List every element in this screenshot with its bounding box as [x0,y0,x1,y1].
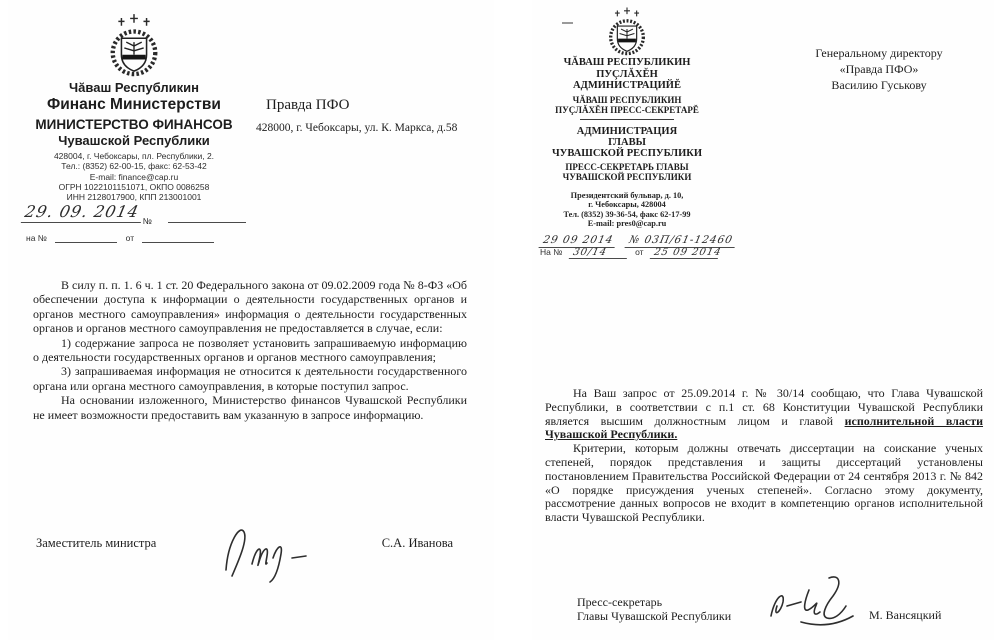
org-name-chuvash-primary [535,57,719,92]
signer-name: М. Вансяцкий [869,608,942,622]
registration-line [23,202,253,228]
signer-position [577,596,731,623]
signature-block [33,522,469,597]
ot-label: от [125,233,135,243]
na-no-label: на № [26,233,47,243]
handwritten-date: 29 09 2014 [539,234,618,248]
signer-position-line1: Пресс-секретарь [577,595,663,609]
org-phone-fax: Тел.: (8352) 62-00-15, факс: 62-53-42 [61,161,207,172]
handwritten-signature [767,574,863,633]
addressee-address: 428000, г. Чебоксары, ул. К. Маркса, д.58 [256,122,458,134]
org-ogrn-okpo: ОГРН 1022101151071, ОКПО 0086258 [58,181,210,192]
org-name-russian-secondary [535,162,719,182]
body-paragraph-1-text: На Ваш запрос от 25.09.2014 г. № 30/14 сообщаю, что Глава Чувашской Республики, в соответствии с п.1 ст. 68 Конституции Чувашской Республики является высшим должностным лицом и главой [545,386,983,428]
registration-line [540,230,740,246]
org-name-russian-line1: МИНИСТЕРСТВО ФИНАНСОВ [35,117,233,132]
org-contact-block [23,151,245,202]
body-paragraph-2: Критерии, которым должны отвечать диссертации на соискание ученых степеней, порядок представления и защиты диссертаций установлены постановлением Правительства Российской Федерации от 24 сентября 2013 г. № 842 «О порядке присуждения ученых степеней». Согласно этому документу, рассмотрение данных вопросов не входит в компетенцию органов исполнительной власти Чувашской Республики. [545,441,983,525]
reference-line [540,247,750,259]
org-name-chuvash-line4: ЧĂВАШ РЕСПУБЛИКИН [572,95,682,105]
addressee-name: Василию Гуськову [831,78,927,92]
body-paragraph-1-emphasized: исполнительной власти Чувашской Республики. [545,413,984,442]
letter-body [545,387,983,525]
header-divider-rule [580,119,674,120]
handwritten-outgoing-number: № 03П/61-12460 [625,234,738,248]
body-paragraph-2: 1) содержание запроса не позволяет установить запрашиваемую информацию о деятельности государственных органов и органов местного самоуправления; [33,335,467,365]
org-name-russian [23,117,245,148]
org-name-chuvash-line2: Финанс Министерстви [47,96,221,113]
org-name-chuvash-secondary [535,95,719,115]
org-street: Президентский бульвар, д. 10, [570,191,684,200]
org-name-russian-line3: ЧУВАШСКОЙ РЕСПУБЛИКИ [551,148,703,159]
org-name-chuvash-line3: АДМИНИСТРАЦИЙĔ [573,80,681,91]
body-paragraph-1 [545,387,983,442]
number-blank-line [168,211,246,223]
number-sign-label: № [142,216,152,226]
org-inn-kpp: ИНН 2128017900, КПП 213001001 [66,192,202,203]
body-paragraph-1: В силу п. п. 1. 6 ч. 1 ст. 20 Федерального закона от 09.02.2009 года № 8-ФЗ «Об обеспечении доступа к информации о деятельности государственных органов и органов местного самоуправления» информация о деятельности государственных органов и органов местного самоуправления не предоставляется в случае, если: [33,278,467,336]
org-name-chuvash-line2: ПУÇЛĂХĔН [596,68,658,80]
body-paragraph-3: 3) запрашиваемая информация не относится к деятельности государственного органа или органа местного самоуправления, в которые поступил запрос. [33,364,467,393]
handwritten-signature [218,518,318,589]
org-phone-fax: Тел. (8352) 39-36-54, факс 62-17-99 [563,209,691,219]
org-name-russian-line2: Чувашской Республики [58,133,210,148]
org-name-russian-line5: ЧУВАШСКОЙ РЕСПУБЛИКИ [562,172,692,182]
org-postal-address: 428004, г. Чебоксары, пл. Республики, 2. [53,151,215,161]
addressee-name: Правда ПФО [266,97,350,113]
letter-body [33,278,467,422]
addressee-block [774,45,984,93]
org-name-chuvash-line1: ЧĂВАШ РЕСПУБЛИКИН [563,57,691,68]
na-no-blank-line [55,231,117,243]
chuvash-coat-of-arms-icon [105,12,163,80]
org-name-chuvash-line1: Чăваш Республикин [69,80,199,95]
signer-position-line2: Главы Чувашской Республики [577,608,732,623]
org-city-zip: г. Чебоксары, 428004 [588,200,666,210]
org-name-russian-line2: ГЛАВЫ [608,137,646,148]
chuvash-coat-of-arms-icon [602,6,652,58]
org-name-russian-line4: ПРЕСС-СЕКРЕТАРЬ ГЛАВЫ [565,162,689,172]
letter-finance-ministry [8,0,494,640]
handwritten-date: 29. 09. 2014 [21,202,145,223]
org-name-chuvash [23,80,245,114]
ot-label: от [635,247,644,257]
org-email: E-mail: finance@cap.ru [89,171,179,182]
scan-artifact-dash [562,22,573,24]
reference-line [26,231,256,243]
org-name-russian-primary [535,126,719,159]
org-email: E-mail: pres0@cap.ru [587,218,667,228]
body-paragraph-4: На основании изложенного, Министерство финансов Чувашской Республики не имеет возможности предоставить вам указанную в запросе информацию. [33,393,467,422]
addressee-position: Генеральному директору [815,46,943,60]
addressee-organization: «Правда ПФО» [839,62,919,76]
na-no-label: На № [540,247,563,257]
org-name-chuvash-line5: ПУÇЛĂХĔН ПРЕСС-СЕКРЕТАРĔ [555,105,699,115]
org-name-russian-line1: АДМИНИСТРАЦИЯ [576,126,678,137]
handwritten-incoming-number: 30/14 [568,247,629,259]
signer-name: С.А. Иванова [381,536,453,550]
signature-block [577,590,987,638]
handwritten-incoming-date: 25 09 2014 [650,247,721,259]
letter-press-secretary [532,0,994,640]
signer-position: Заместитель министра [36,536,157,550]
ot-blank-line [142,231,214,243]
org-contact-block [535,191,719,228]
